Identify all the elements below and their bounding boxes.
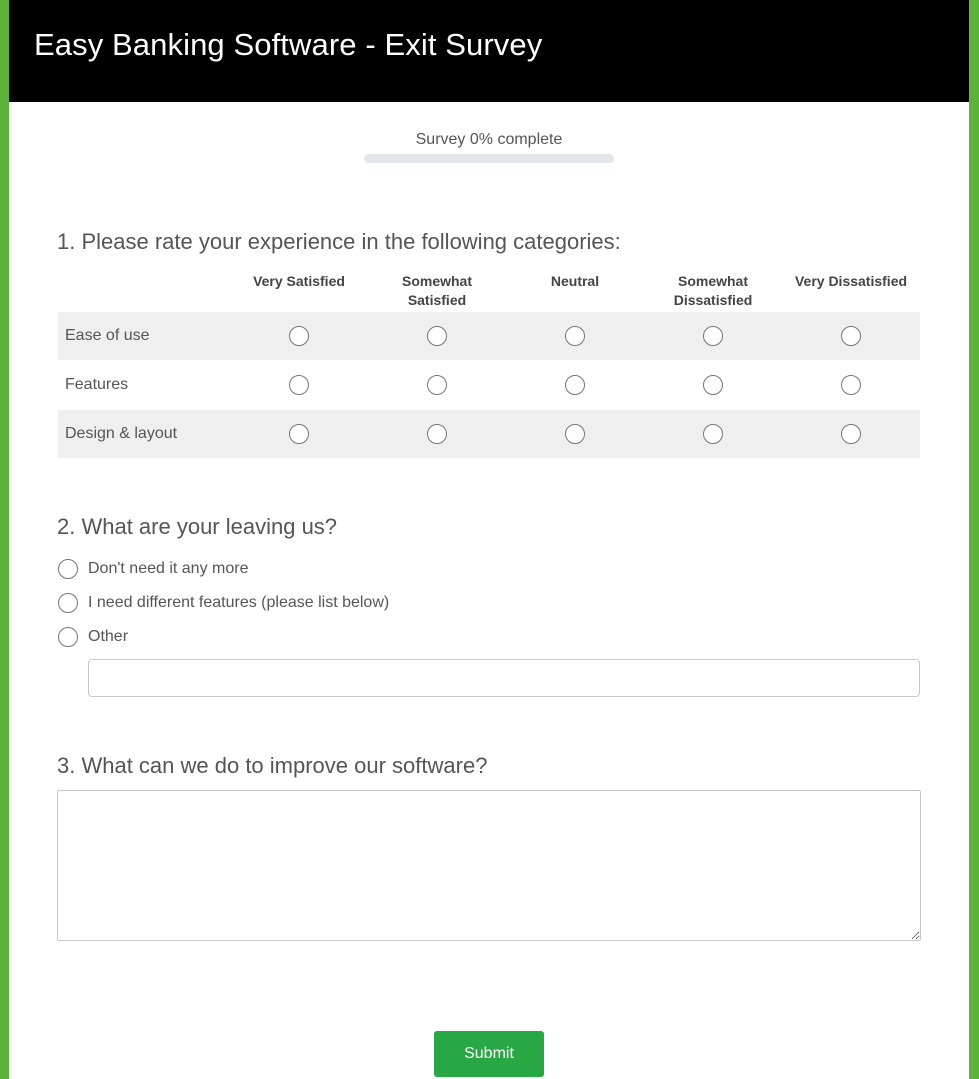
matrix-row-design-layout [58,410,920,458]
survey-frame [9,0,969,1079]
submit-button[interactable]: Submit [434,1031,544,1077]
matrix-row-features [58,361,920,409]
radio-ease-somewhat-satisfied[interactable] [427,326,447,346]
row-label: Ease of use [65,327,150,344]
radio-dont-need[interactable] [58,559,78,579]
page-header [9,0,969,102]
radio-design-very-satisfied[interactable] [289,424,309,444]
radio-ease-very-satisfied[interactable] [289,326,309,346]
radio-features-very-dissatisfied[interactable] [841,375,861,395]
row-label: Features [65,376,129,393]
radio-features-somewhat-satisfied[interactable] [427,375,447,395]
radio-ease-neutral[interactable] [565,326,585,346]
radio-design-neutral[interactable] [565,424,585,444]
radio-features-somewhat-dissatisfied[interactable] [703,375,723,395]
column-header-very-dissatisfied: Very Dissatisfied [794,273,908,289]
column-header-neutral: Neutral [550,273,600,289]
progress-label: Survey 0% complete [415,131,563,148]
radio-design-somewhat-satisfied[interactable] [427,424,447,444]
matrix-row-ease-of-use [58,312,920,360]
radio-other[interactable] [58,627,78,647]
radio-ease-somewhat-dissatisfied[interactable] [703,326,723,346]
improvement-textarea[interactable] [57,790,921,941]
column-header-somewhat-dissatisfied: Somewhat Dissatisfied [673,273,753,308]
option-label[interactable]: Other [88,628,129,645]
page-title: Easy Banking Software - Exit Survey [34,27,543,62]
radio-different-features[interactable] [58,593,78,613]
radio-design-somewhat-dissatisfied[interactable] [703,424,723,444]
option-label[interactable]: Don't need it any more [88,560,249,577]
option-label[interactable]: I need different features (please list below) [88,594,390,611]
question-1-title: 1. Please rate your experience in the following categories: [57,229,621,254]
radio-features-very-satisfied[interactable] [289,375,309,395]
column-header-very-satisfied: Very Satisfied [253,273,345,289]
radio-design-very-dissatisfied[interactable] [841,424,861,444]
radio-ease-very-dissatisfied[interactable] [841,326,861,346]
question-3-title: 3. What can we do to improve our software? [57,753,488,778]
progress-bar [364,154,614,163]
row-label: Design & layout [65,425,178,442]
other-reason-input[interactable] [88,659,920,697]
radio-features-neutral[interactable] [565,375,585,395]
column-header-somewhat-satisfied: Somewhat Satisfied [401,273,472,308]
question-2-title: 2. What are your leaving us? [57,514,338,539]
